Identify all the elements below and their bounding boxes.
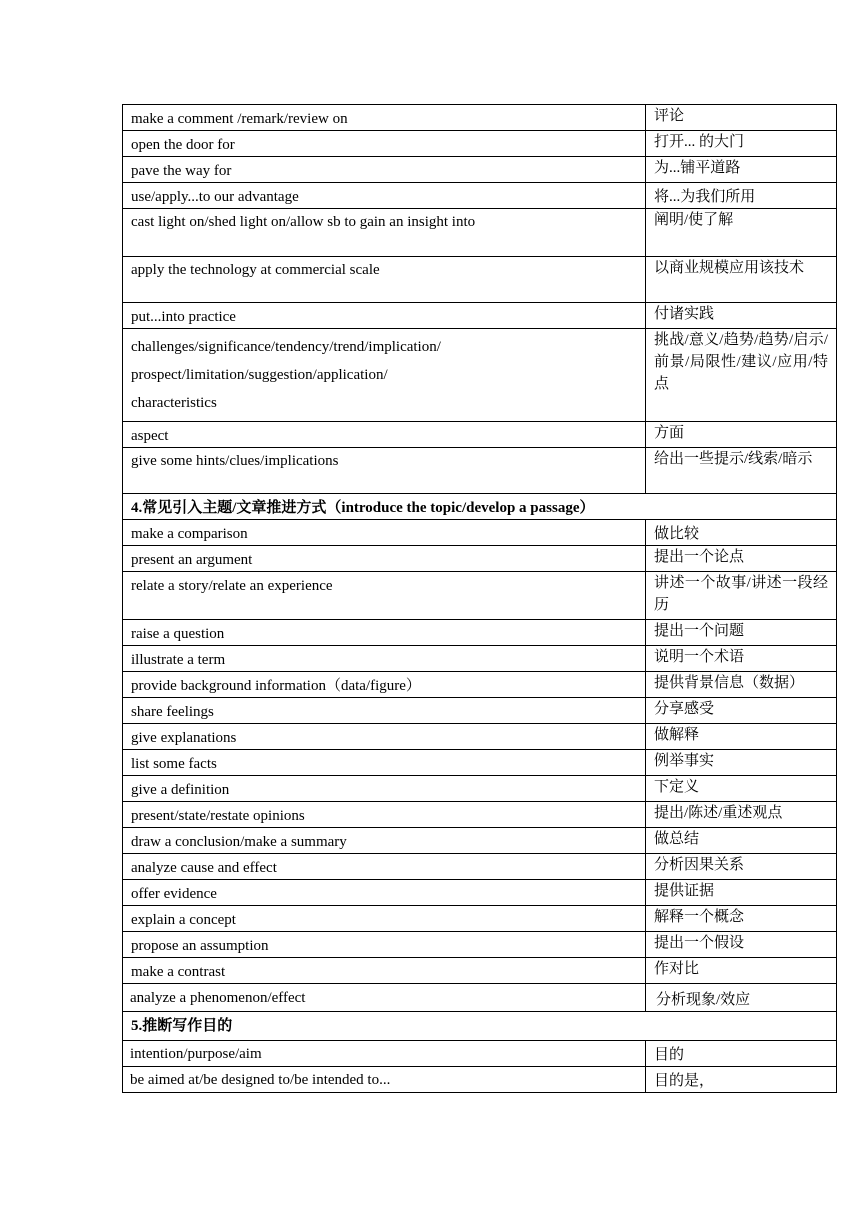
chinese-cell [646, 520, 837, 546]
table-row [123, 448, 837, 494]
english-cell [123, 932, 646, 958]
chinese-text: 提供证据 [654, 883, 715, 899]
english-text: give some hints/clues/implications [131, 453, 339, 469]
table-row [123, 422, 837, 448]
chinese-text: 例举事实 [654, 753, 715, 769]
chinese-text: 说明一个术语 [654, 649, 745, 665]
chinese-cell [646, 854, 837, 880]
table-row [123, 572, 837, 620]
english-text: list some facts [131, 756, 217, 772]
chinese-cell [646, 329, 837, 422]
table-row [123, 157, 837, 183]
english-text: use/apply...to our advantage [131, 189, 299, 205]
english-text: make a contrast [131, 964, 226, 980]
english-cell [123, 448, 646, 494]
table-row [123, 209, 837, 257]
chinese-cell [646, 422, 837, 448]
chinese-text: 解释一个概念 [654, 909, 745, 925]
english-cell [123, 906, 646, 932]
chinese-text: 方面 [654, 425, 685, 441]
chinese-text: 作对比 [654, 961, 700, 977]
chinese-text: 给出一些提示/线索/暗示 [654, 451, 813, 467]
english-text: put...into practice [131, 309, 236, 325]
chinese-text: 打开... 的大门 [654, 134, 745, 150]
chinese-text: 评论 [654, 108, 685, 124]
chinese-text: 下定义 [654, 779, 700, 795]
table-row [123, 1067, 837, 1093]
english-cell [123, 698, 646, 724]
english-text: explain a concept [131, 912, 236, 928]
english-cell [123, 750, 646, 776]
table-row [123, 672, 837, 698]
english-text: apply the technology at commercial scale [131, 262, 380, 278]
english-cell [123, 520, 646, 546]
table-row [123, 932, 837, 958]
chinese-cell [646, 572, 837, 620]
english-text: give a definition [131, 782, 230, 798]
chinese-text: 为...铺平道路 [654, 160, 741, 176]
section-title: 5.推断写作目的 [131, 1018, 233, 1034]
table-row [123, 802, 837, 828]
table-row [123, 303, 837, 329]
english-text: intention/purpose/aim [130, 1045, 262, 1062]
chinese-text: 目的是， [654, 1073, 715, 1089]
english-cell [123, 646, 646, 672]
chinese-cell [646, 698, 837, 724]
chinese-cell [646, 932, 837, 958]
table-row [123, 1041, 837, 1067]
chinese-text: 挑战/意义/趋势/趋势/启示/前景/局限性/建议/应用/特点 [654, 332, 828, 392]
english-text: analyze cause and effect [131, 860, 277, 876]
english-text: make a comparison [131, 526, 248, 542]
english-cell [123, 958, 646, 984]
chinese-text: 分析因果关系 [654, 857, 745, 873]
table-row [123, 131, 837, 157]
table-row [123, 257, 837, 303]
english-text: pave the way for [131, 163, 232, 179]
table-row [123, 776, 837, 802]
chinese-cell [646, 880, 837, 906]
section-heading [123, 1012, 837, 1041]
vocabulary-table [122, 104, 837, 1093]
english-text: challenges/significance/tendency/trend/implication/ [131, 339, 441, 355]
english-cell [123, 854, 646, 880]
english-text: illustrate a term [131, 652, 226, 668]
chinese-text: 以商业规模应用该技术 [654, 260, 805, 276]
table-row [123, 750, 837, 776]
english-text: be aimed at/be designed to/be intended to... [130, 1071, 391, 1088]
english-text: raise a question [131, 626, 225, 642]
chinese-text: 阐明/使了解 [654, 212, 734, 228]
english-text: provide background information（data/figure） [131, 678, 421, 694]
chinese-text: 提出一个问题 [654, 623, 745, 639]
english-cell [123, 776, 646, 802]
chinese-cell [646, 303, 837, 329]
table-row [123, 828, 837, 854]
table-row [123, 520, 837, 546]
english-cell [123, 546, 646, 572]
chinese-cell [646, 620, 837, 646]
table-row [123, 646, 837, 672]
english-cell [123, 620, 646, 646]
english-text: prospect/limitation/suggestion/application/ [131, 367, 388, 383]
section-heading-row [123, 1012, 837, 1041]
chinese-cell [646, 828, 837, 854]
english-text: aspect [131, 428, 169, 444]
english-text: make a comment /remark/review on [131, 111, 348, 127]
english-cell [123, 984, 646, 1012]
chinese-cell [646, 1041, 837, 1067]
table-row [123, 329, 837, 422]
chinese-cell [646, 958, 837, 984]
english-text: present an argument [131, 552, 253, 568]
chinese-text: 提出一个论点 [654, 549, 745, 565]
section-heading [123, 494, 837, 520]
chinese-cell [646, 672, 837, 698]
chinese-cell [646, 448, 837, 494]
chinese-cell [646, 906, 837, 932]
chinese-text: 付诸实践 [654, 306, 715, 322]
chinese-cell [646, 157, 837, 183]
english-cell [123, 724, 646, 750]
table-row [123, 958, 837, 984]
chinese-text: 目的 [654, 1047, 685, 1063]
english-cell [123, 828, 646, 854]
english-cell [123, 572, 646, 620]
english-text: analyze a phenomenon/effect [130, 989, 306, 1006]
chinese-cell [646, 105, 837, 131]
table-row [123, 724, 837, 750]
chinese-cell [646, 750, 837, 776]
chinese-text: 讲述一个故事/讲述一段经历 [654, 575, 828, 613]
english-cell [123, 422, 646, 448]
english-text: characteristics [131, 395, 217, 411]
table-row [123, 698, 837, 724]
chinese-text: 做解释 [654, 727, 700, 743]
english-text: propose an assumption [131, 938, 269, 954]
english-text: present/state/restate opinions [131, 808, 305, 824]
chinese-text: 做比较 [654, 526, 700, 542]
english-text: offer evidence [131, 886, 217, 902]
chinese-text: 提出一个假设 [654, 935, 745, 951]
chinese-cell [646, 546, 837, 572]
english-text: cast light on/shed light on/allow sb to gain an insight into [131, 214, 476, 230]
chinese-cell [646, 724, 837, 750]
english-cell [123, 183, 646, 209]
table-row [123, 854, 837, 880]
english-cell [123, 257, 646, 303]
table-row [123, 984, 837, 1012]
english-cell [123, 802, 646, 828]
chinese-cell [646, 257, 837, 303]
table-row [123, 880, 837, 906]
table-row [123, 906, 837, 932]
english-text: share feelings [131, 704, 214, 720]
english-cell [123, 303, 646, 329]
section-heading-row [123, 494, 837, 520]
chinese-cell [646, 209, 837, 257]
english-cell [123, 672, 646, 698]
english-cell [123, 880, 646, 906]
chinese-cell [646, 646, 837, 672]
english-cell [123, 105, 646, 131]
chinese-text: 做总结 [654, 831, 700, 847]
english-cell [123, 209, 646, 257]
chinese-cell [646, 183, 837, 209]
chinese-text: 分析现象/效应 [656, 992, 751, 1008]
chinese-text: 提出/陈述/重述观点 [654, 805, 783, 821]
chinese-cell [646, 1067, 837, 1093]
english-text: open the door for [131, 137, 235, 153]
table-row [123, 105, 837, 131]
chinese-text: 分享感受 [654, 701, 715, 717]
chinese-cell [646, 131, 837, 157]
english-text: relate a story/relate an experience [131, 578, 333, 594]
chinese-text: 提供背景信息（数据） [654, 675, 805, 691]
section-title: 4.常见引入主题/文章推进方式（introduce the topic/develop a passage） [131, 500, 595, 516]
english-cell [123, 131, 646, 157]
english-cell [123, 1067, 646, 1093]
english-cell [123, 1041, 646, 1067]
english-cell [123, 157, 646, 183]
table-row [123, 620, 837, 646]
table-row [123, 546, 837, 572]
table-row [123, 183, 837, 209]
chinese-cell [646, 776, 837, 802]
english-text: give explanations [131, 730, 237, 746]
chinese-cell [646, 984, 837, 1012]
english-text: draw a conclusion/make a summary [131, 834, 347, 850]
chinese-cell [646, 802, 837, 828]
chinese-text: 将...为我们所用 [654, 189, 756, 205]
english-cell [123, 329, 646, 422]
